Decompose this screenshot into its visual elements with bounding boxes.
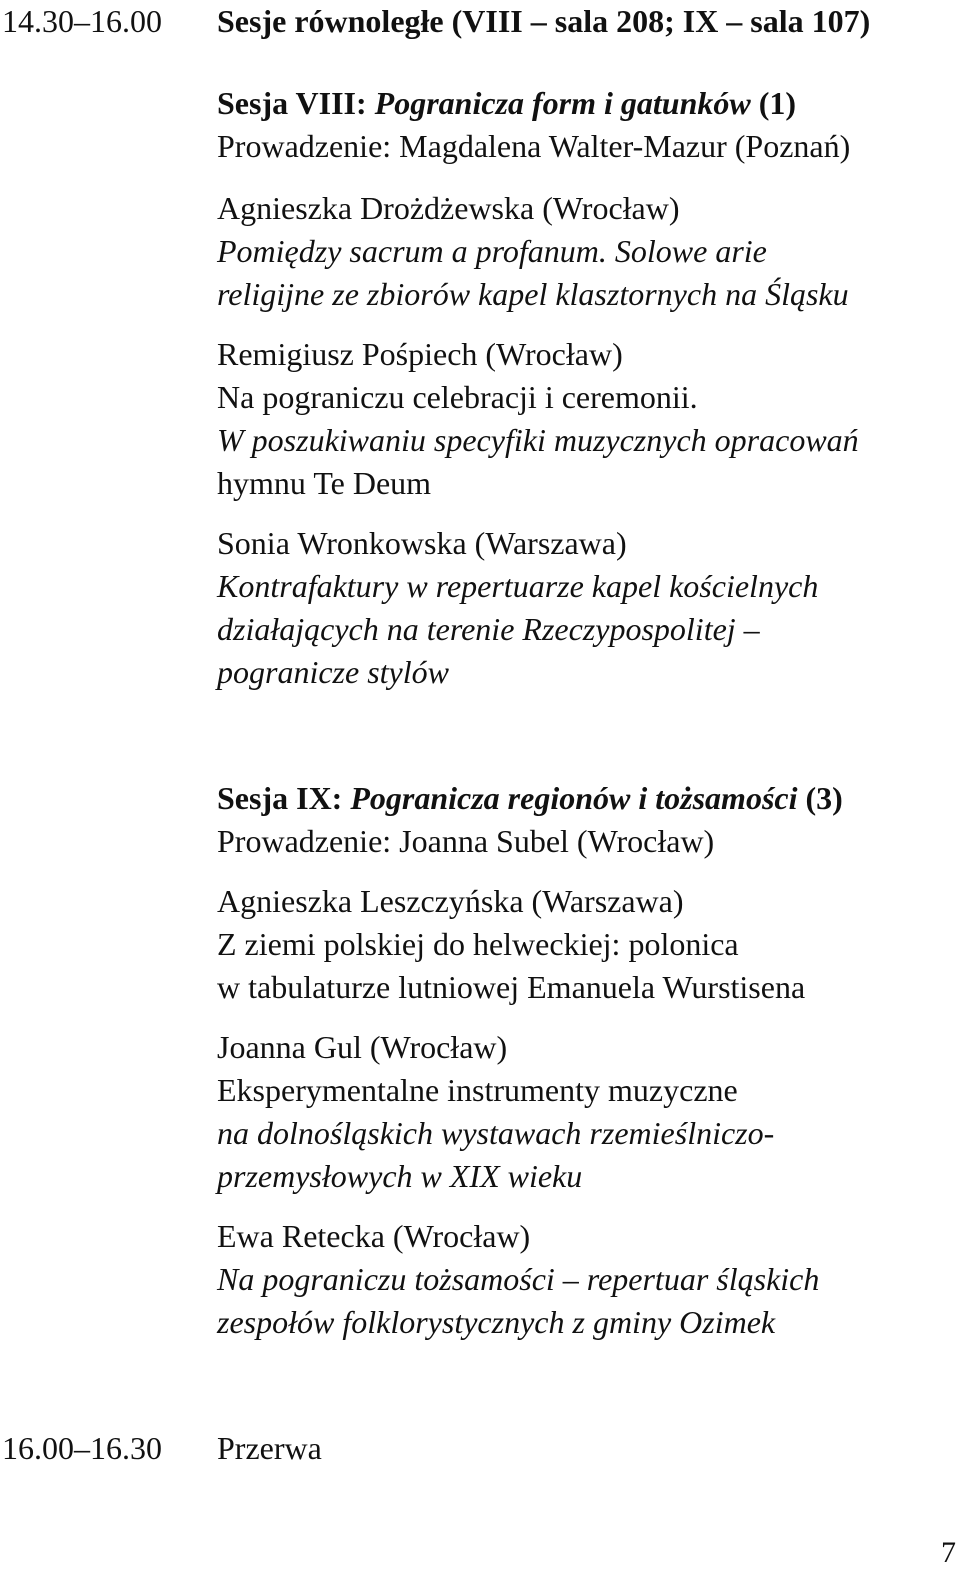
- slot-time: 14.30–16.00: [2, 3, 162, 39]
- session-theme: Pogranicza regionów i tożsamości: [350, 780, 798, 816]
- session-part: (1): [750, 85, 797, 121]
- talk-title-line: Na pograniczu celebracji i ceremonii.: [217, 379, 698, 415]
- talk-title-line: religijne ze zbiorów kapel klasztornych na Śląsku: [217, 276, 849, 312]
- talk-title-line: w tabulaturze lutniowej Emanuela Wurstisena: [217, 969, 806, 1005]
- slot-title: Sesje równoległe (VIII – sala 208; IX – sala 107): [217, 3, 871, 39]
- session-ix-heading: [217, 777, 957, 820]
- talk-title-line: zespołów folklorystycznych z gminy Ozimek: [217, 1304, 776, 1340]
- session-chair: Prowadzenie: Joanna Subel (Wrocław): [217, 823, 715, 859]
- session-theme: Pogranicza form i gatunków: [374, 85, 751, 121]
- talk-title-line: Pomiędzy sacrum a profanum. Solowe arie: [217, 233, 767, 269]
- talk-speaker: Sonia Wronkowska (Warszawa): [217, 525, 627, 561]
- talk-title-line: Z ziemi polskiej do helweckiej: polonica: [217, 926, 739, 962]
- talk-title-line: Na pograniczu tożsamości – repertuar śląskich: [217, 1261, 820, 1297]
- talk-item: [217, 880, 957, 1009]
- session-viii-block: [217, 82, 957, 168]
- talk-title-line: działających na terenie Rzeczypospolitej –: [217, 611, 760, 647]
- session-viii-heading: [217, 82, 957, 125]
- talk-title-line: przemysłowych w XIX wieku: [217, 1158, 583, 1194]
- talk-item: [217, 1026, 957, 1198]
- talk-speaker: Joanna Gul (Wrocław): [217, 1029, 508, 1065]
- talk-speaker: Ewa Retecka (Wrocław): [217, 1218, 531, 1254]
- page-number: 7: [941, 1536, 956, 1569]
- session-chair: Prowadzenie: Magdalena Walter-Mazur (Poznań): [217, 128, 851, 164]
- session-label: Sesja VIII:: [217, 85, 375, 121]
- talk-title-line: W poszukiwaniu specyfiki muzycznych opracowań: [217, 422, 859, 458]
- talk-item: [217, 187, 957, 316]
- talk-item: [217, 1215, 957, 1344]
- talk-speaker: Agnieszka Leszczyńska (Warszawa): [217, 883, 684, 919]
- session-ix-block: [217, 777, 957, 863]
- talk-title-line: hymnu Te Deum: [217, 465, 432, 501]
- session-label: Sesja IX:: [217, 780, 351, 816]
- talk-title-line: na dolnośląskich wystawach rzemieślniczo-: [217, 1115, 775, 1151]
- talk-speaker: Remigiusz Pośpiech (Wrocław): [217, 336, 623, 372]
- session-part: (3): [797, 780, 843, 816]
- talk-title-line: Kontrafaktury w repertuarze kapel kościelnych: [217, 568, 819, 604]
- talk-item: [217, 522, 957, 694]
- talk-item: [217, 333, 957, 505]
- talk-title-line: pogranicze stylów: [217, 654, 449, 690]
- talk-title-line: Eksperymentalne instrumenty muzyczne: [217, 1072, 738, 1108]
- break-time: 16.00–16.30: [2, 1430, 162, 1466]
- talk-speaker: Agnieszka Drożdżewska (Wrocław): [217, 190, 680, 226]
- break-title: Przerwa: [217, 1430, 322, 1466]
